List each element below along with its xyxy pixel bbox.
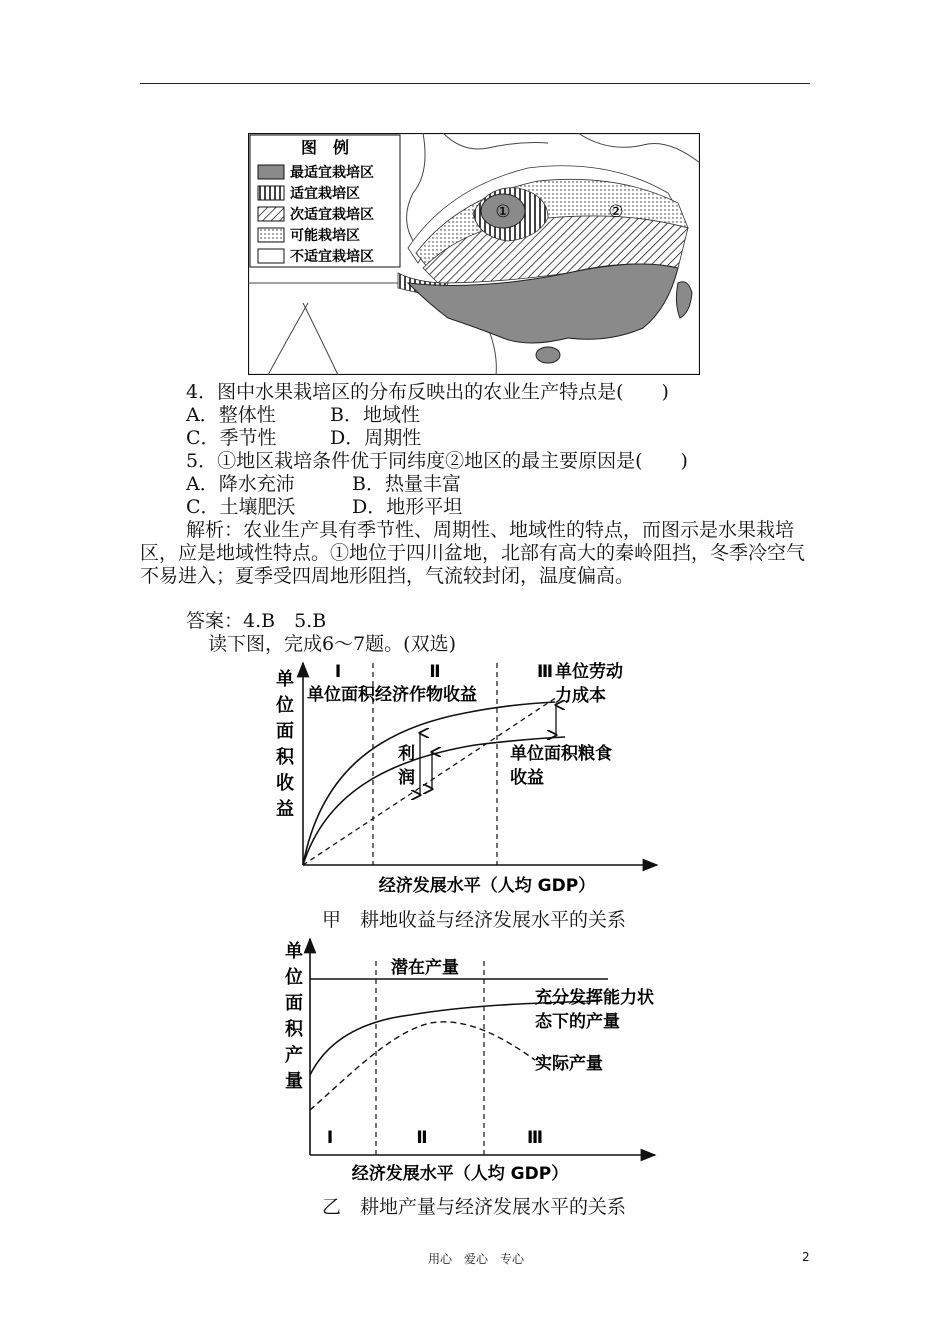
- q4-option-d: D．周期性: [330, 427, 422, 449]
- page-number: 2: [802, 1250, 810, 1264]
- chart-yi-xlabel: 经济发展水平（人均 GDP）: [351, 1164, 569, 1184]
- legend-swatch-most-suitable: [258, 165, 284, 179]
- svg-text:位: 位: [276, 695, 294, 716]
- legend-swatch-possible: [258, 228, 284, 242]
- chart-jia-stage-2: Ⅱ: [429, 662, 441, 682]
- q4-option-a: A．整体性: [186, 404, 276, 426]
- chart-jia-label-grain-2: 收益: [510, 768, 544, 788]
- chart-jia-label-grain-1: 单位面积粮食: [510, 744, 612, 764]
- analysis-paragraph: 解析：农业生产具有季节性、周期性、地域性的特点，而图示是水果栽培区，应是地域性特点。①地位于四川盆地，北部有高大的秦岭阻挡，冬季冷空气不易进入；夏季受四周地形阻挡，气流较封闭，温度偏高。: [140, 519, 806, 587]
- chart-yi-ylabel: [284, 940, 304, 1092]
- fruit-cultivation-map: [248, 133, 700, 375]
- chart-yi-label-potential: 潜在产量: [391, 958, 459, 978]
- svg-text:积: 积: [276, 747, 294, 768]
- chart-jia-label-labor-1: 单位劳动: [555, 662, 623, 682]
- chart-yi-stage-3: Ⅲ: [526, 1128, 544, 1148]
- answer-line: 答案：4.B 5.B: [186, 610, 327, 632]
- q5-stem: 5．①地区栽培条件优于同纬度②地区的最主要原因是( ): [186, 450, 688, 472]
- chart-jia-caption: 甲 耕地收益与经济发展水平的关系: [322, 909, 627, 931]
- svg-text:产: 产: [285, 1045, 303, 1066]
- q5-option-d: D．地形平坦: [352, 496, 463, 518]
- intro-6-7: 读下图，完成6～7题。(双选): [208, 633, 457, 655]
- legend-swatch-suitable: [258, 186, 284, 200]
- legend-swatch-unsuitable: [258, 249, 284, 263]
- q4-stem: 4．图中水果栽培区的分布反映出的农业生产特点是( ): [186, 381, 669, 403]
- chart-jia-xlabel: 经济发展水平（人均 GDP）: [378, 876, 596, 896]
- svg-text:单: 单: [285, 941, 303, 962]
- legend-label-suitable: 适宜栽培区: [290, 186, 360, 202]
- chart-yi-caption: 乙 耕地产量与经济发展水平的关系: [322, 1196, 627, 1218]
- legend-swatch-sub-suitable: [258, 207, 284, 221]
- svg-text:面: 面: [276, 721, 294, 742]
- q4-option-c: C．季节性: [186, 427, 277, 449]
- chart-yi-label-full-2: 态下的产量: [535, 1012, 620, 1032]
- chart-yi: [270, 935, 670, 1185]
- map-legend: [250, 135, 400, 267]
- chart-yi-stage-1: Ⅰ: [326, 1128, 334, 1148]
- legend-label-unsuitable: 不适宜栽培区: [290, 249, 374, 265]
- legend-title: 图 例: [300, 138, 350, 157]
- chart-yi-actual-curve: [310, 1022, 535, 1110]
- svg-text:单: 单: [276, 669, 294, 690]
- chart-jia-stage-1: Ⅰ: [334, 662, 342, 682]
- chart-yi-label-full-1: 充分发挥能力状: [535, 988, 654, 1008]
- legend-label-most-suitable: 最适宜栽培区: [290, 165, 374, 181]
- q5-option-a: A．降水充沛: [186, 473, 295, 495]
- chart-jia-label-labor-2: 力成本: [555, 686, 606, 706]
- q4-option-b: B．地域性: [330, 404, 420, 426]
- chart-jia-label-profit-1: 利: [398, 744, 415, 764]
- chart-jia: [265, 655, 685, 900]
- svg-text:积: 积: [285, 1019, 303, 1040]
- chart-jia-stage-3: Ⅲ: [536, 662, 554, 682]
- chart-jia-label-cash-crop: 单位面积经济作物收益: [307, 685, 477, 705]
- chart-yi-label-actual: 实际产量: [535, 1054, 603, 1074]
- q5-option-b: B．热量丰富: [352, 473, 461, 495]
- marker-1: ①: [495, 202, 511, 222]
- svg-text:益: 益: [276, 799, 294, 820]
- chart-jia-ylabel: [275, 668, 295, 820]
- svg-text:收: 收: [276, 773, 294, 794]
- svg-text:位: 位: [285, 967, 303, 988]
- q5-option-c: C．土壤肥沃: [186, 496, 296, 518]
- marker-2: ②: [608, 202, 624, 222]
- footer-slogan: 用心 爱心 专心: [428, 1252, 525, 1266]
- header-rule: [140, 83, 810, 84]
- chart-yi-stage-2: Ⅱ: [416, 1128, 428, 1148]
- legend-label-sub-suitable: 次适宜栽培区: [290, 207, 374, 223]
- svg-text:量: 量: [285, 1071, 303, 1092]
- legend-label-possible: 可能栽培区: [290, 228, 360, 244]
- svg-text:面: 面: [285, 993, 303, 1014]
- chart-jia-label-profit-2: 润: [398, 768, 415, 788]
